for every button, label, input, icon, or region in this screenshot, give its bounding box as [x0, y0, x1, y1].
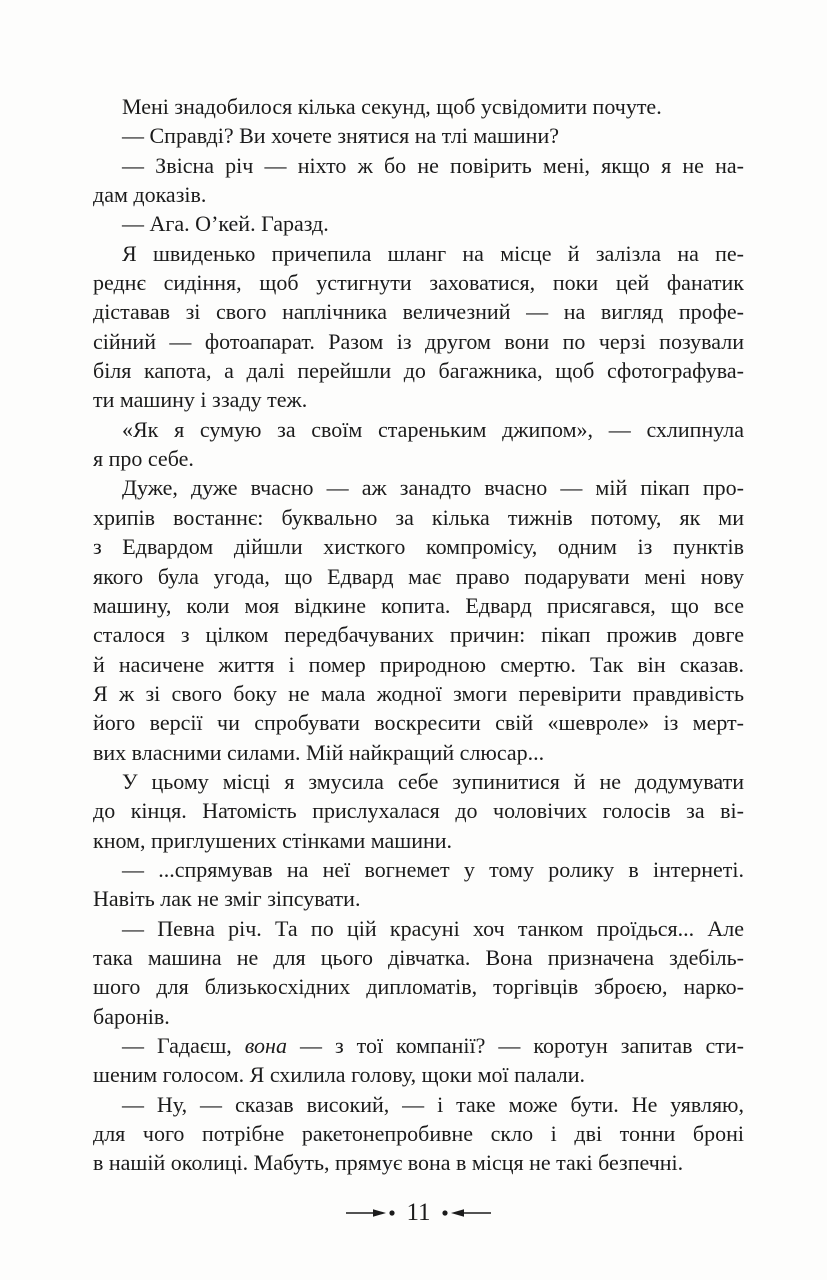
text-line: біля капота, а далі перейшли до багажника, щоб сфотографува- — [93, 358, 744, 384]
text-line: баронів. — [93, 1003, 170, 1029]
text-line: й насичене життя і помер природною смертю. Так він сказав. — [93, 651, 744, 677]
page-footer — [93, 1198, 744, 1228]
text-line: діставав зі свого наплічника величезний — на вигляд профе- — [93, 299, 744, 325]
text-line: Навіть лак не зміг зіпсувати. — [93, 886, 361, 912]
text-line: Я ж зі свого боку не мала жодної змоги перевірити правдивість — [93, 680, 744, 706]
text-line: «Як я сумую за своїм стареньким джипом», — схлипнула — [122, 416, 744, 442]
text-line: машину, коли моя відкине копита. Едвард присягався, що все — [93, 592, 744, 618]
text-line: — Гадаєш, вона — з тої компанії? — коротун запитав сти- — [122, 1033, 744, 1058]
text-line: в нашій околиці. Мабуть, прямує вона в місця не такі безпечні. — [93, 1150, 684, 1176]
text-line: Мені знадобилося кілька секунд, щоб усвідомити почуте. — [122, 94, 662, 119]
text-line: вих власними силами. Мій найкращий слюсар... — [93, 739, 545, 765]
text-line: сталося з цілком передбачуваних причин: пікап прожив довге — [93, 622, 744, 648]
footer-right-arrow-ornament-icon — [440, 1207, 492, 1219]
text-line: Дуже, дуже вчасно — аж занадто вчасно — мій пікап про- — [122, 475, 744, 501]
text-line: така машина не для цього дівчатка. Вона призначена здебіль- — [93, 944, 744, 970]
text-line: кном, приглушених стінками машини. — [93, 827, 453, 853]
text-line: — Певна річ. Та по цій красуні хоч танком проїдься... Але — [122, 915, 744, 941]
text-line: якого була угода, що Едвард має право подарувати мені нову — [93, 563, 744, 589]
text-line: для чого потрібне ракетонепробивне скло і дві тонни броні — [93, 1121, 744, 1147]
text-line: — Звісна річ — ніхто ж бо не повірить мені, якщо я не на- — [122, 152, 744, 178]
text-line: — Ага. О’кей. Гаразд. — [122, 211, 329, 237]
text-line: ти машину і ззаду теж. — [93, 387, 308, 413]
text-line: його версії чи спробувати воскресити свій «шевроле» із мерт- — [93, 710, 744, 736]
text-line: Я швиденько причепила шланг на місце й залізла на пе- — [122, 240, 744, 266]
text-line: до кінця. Натомість прислухалася до чоловічих голосів за ві- — [93, 798, 744, 824]
text-block — [93, 92, 744, 1178]
text-line: шого для близькосхідних дипломатів, торгівців зброєю, нарко- — [93, 974, 744, 1000]
text-line: з Едвардом дійшли хисткого компромісу, одним із пунктів — [93, 534, 744, 560]
text-line: — Ну, — сказав високий, — і таке може бути. Не уявляю, — [122, 1091, 744, 1117]
text-line: я про себе. — [93, 446, 194, 472]
text-line: хрипів востаннє: буквально за кілька тижнів потому, як ми — [93, 504, 744, 530]
text-line: сійний — фотоапарат. Разом із другом вони по черзі позували — [93, 328, 744, 354]
text-line: шеним голосом. Я схилила голову, щоки мої палали. — [93, 1062, 586, 1088]
page-number: 11 — [406, 1199, 431, 1226]
text-line: реднє сидіння, щоб устигнути заховатися, поки цей фанатик — [93, 270, 744, 296]
text-line: дам доказів. — [93, 182, 207, 208]
text-line: — ...спрямував на неї вогнемет у тому ролику в інтернеті. — [122, 856, 744, 882]
text-line: — Справді? Ви хочете знятися на тлі машини? — [122, 123, 559, 149]
footer-left-arrow-ornament-icon — [345, 1207, 397, 1219]
text-line: У цьому місці я змусила себе зупинитися й не додумувати — [122, 768, 744, 794]
